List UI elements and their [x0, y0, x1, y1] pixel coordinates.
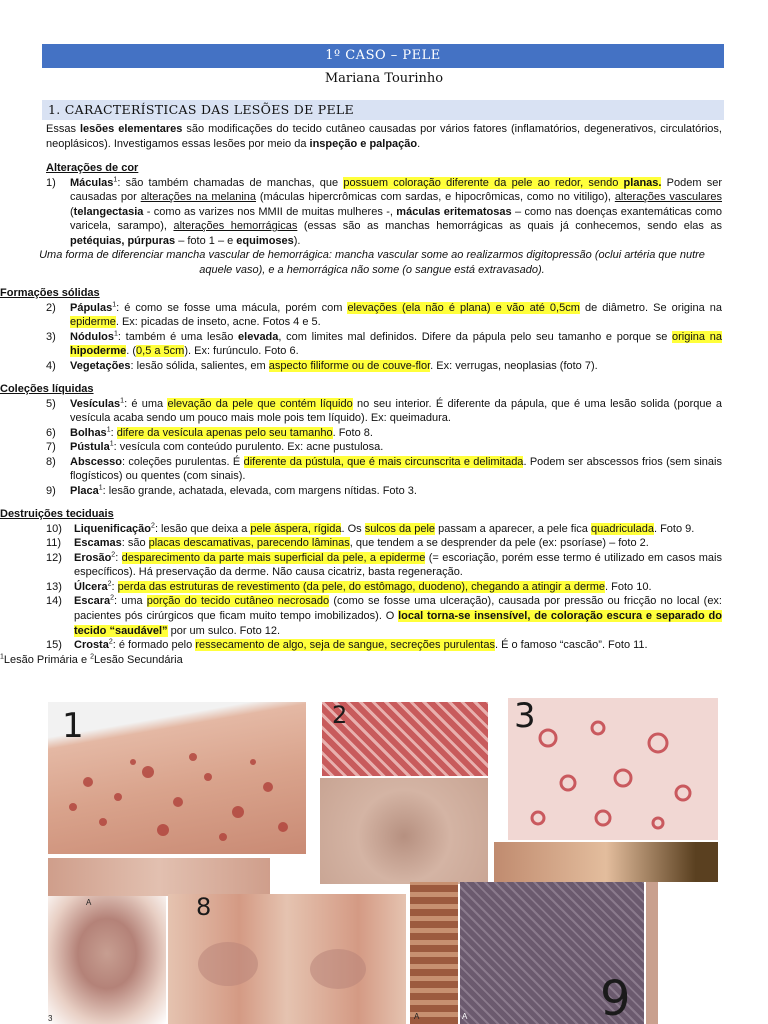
photo-label-a: A: [462, 1012, 468, 1021]
photo-7-vegetation-leg: [48, 858, 270, 896]
lesion-spots-graphic: [48, 702, 306, 854]
footnote: $^1$Lesão Primária e $^2$Lesão Secundária: [0, 652, 183, 666]
photo-skin-edge: [646, 882, 658, 1024]
section-heading: 1. CARACTERÍSTICAS DAS LESÕES DE PELE: [42, 100, 724, 120]
author-name: Mariana Tourinho: [324, 71, 444, 86]
list-item: 11) Escamas: são placas descamativas, parecendo lâminas, que tendem a se desprender da pele (ex: psoríase) – foto 2.: [46, 537, 649, 550]
photo-number-9: 9: [600, 971, 631, 1024]
heading-destruicoes-teciduais: Destruições teciduais: [0, 508, 114, 521]
photo-label-3: 3: [48, 1014, 53, 1023]
list-item: 10) Liquenificação$^2$: lesão que deixa a pele áspera, rígida. Os sulcos da pele passam a aparecer, a pele fica quadriculada. Foto 9.: [46, 522, 695, 535]
photo-1-petechiae-arm: [48, 702, 306, 854]
photo-label-a: A: [414, 1012, 420, 1021]
photo-3-plaques: [508, 698, 718, 840]
document-body: [0, 122, 768, 667]
photo-nodule-scalp: [320, 778, 488, 884]
photo-vegetation-knee: [48, 896, 166, 1024]
photo-4-papules: [494, 842, 718, 882]
list-item: 13) Úlcera$^2$: perda das estruturas de revestimento (da pele, do estômago, duodeno), chegando a atingir a derme. Foto 10.: [46, 580, 652, 593]
photo-number-1: 1: [62, 706, 84, 746]
photo-label-a: A: [86, 898, 92, 907]
list-item: 1) Máculas$^1$: são também chamadas de manchas, que possuem coloração diferente da pele ao redor, sendo planas. Podem ser causadas por alterações na melanina (máculas hipercrômicas com sardas, e hipocrômicas, como no vitiligo), alterações vasculares (telangectasia - como as varizes nos MMII de muitas mulheres -, máculas eritematosas – como nas doenças exantemáticas como varicela, sarampo), alterações hemorrágicas (essas são as manchas hemorrágicas as quais já conhecemos, sendo elas as petéquias, púrpuras – foto 1 – e equimoses).: [46, 175, 723, 247]
heading-colecoes-liquidas: Coleções líquidas: [0, 383, 94, 396]
photo-12-eschar: [410, 882, 458, 1024]
photo-9-lichenification: [460, 882, 644, 1024]
photo-2-scales: [322, 702, 488, 776]
list-item: 14) Escara$^2$: uma porção do tecido cutâneo necrosado (como se fosse uma ulceração), causada por pressão ou fricção no local (ex: pacientes pós cirúrgicos que ficam muito tempo imobilizados). O local torna-se insensível, de coloração escura e separado do tecido “saudável” por um sulco. Foto 12.: [46, 594, 722, 637]
list-item: 2) Pápulas$^1$: é como se fosse uma mácula, porém com elevações (ela não é plana) e vão até 0,5cm de diâmetro. Se origina na epiderme. Ex: picadas de inseto, acne. Fotos 4 e 5.: [46, 301, 722, 329]
list-item: 3) Nódulos$^1$: também é uma lesão elevada, com limites mal definidos. Difere da pápula pelo seu tamanho e porque se origina na hipoderme. (0,5 a 5cm). Ex: furúnculo. Foto 6.: [46, 330, 722, 358]
list-item: 7) Pústula$^1$: vesícula com conteúdo purulento. Ex: acne pustulosa.: [46, 440, 384, 454]
list-item: 4) Vegetações: lesão sólida, salientes, em aspecto filiforme ou de couve-flor. Ex: verrugas, neoplasias (foto 7).: [46, 359, 598, 372]
list-item: 12) Erosão$^2$: desparecimento da parte mais superficial da pele, a epiderme (= escoriação, porém esse termo é utilizado em casos mais específicos). Há preservação da derme. Não causa cicatriz, basta regeneração.: [46, 551, 722, 579]
intro-paragraph: Essas lesões elementares são modificações do tecido cutâneo causadas por vários fatores (inflamatórios, degenerativos, circulatórios, neoplásicos). Investigamos essas lesões por meio da inspeção e palpação.: [46, 123, 722, 150]
list-item: 8) Abscesso: coleções purulentas. É diferente da pústula, que é mais circunscrita e delimitada. Podem ser abscessos frios (sem sinais flogísticos) ou quentes (com sinais).: [46, 455, 722, 483]
italic-note: Uma forma de diferenciar mancha vascular de hemorrágica: mancha vascular some ao realizarmos digitopressão (oclui artéria que nutre aquele vaso), e a hemorrágica não some (o sangue está extravasado).: [39, 249, 705, 276]
photo-number-2: 2: [332, 702, 348, 729]
photo-number-8: 8: [196, 894, 212, 921]
list-item: 15) Crosta$^2$: é formado pelo ressecamento de algo, seja de sangue, secreções purulentas. É o famoso “cascão”. Foto 11.: [46, 638, 648, 652]
heading-formacoes-solidas: Formações sólidas: [0, 287, 100, 300]
document-title: 1º CASO – PELE: [42, 44, 724, 68]
list-item: 6) Bolhas$^1$: difere da vesícula apenas pelo seu tamanho. Foto 8.: [46, 426, 373, 439]
list-item: 5) Vesículas$^1$: é uma elevação da pele que contém líquido no seu interior. É diferente da pápula, que é uma lesão solida (porque a vesícula acaba sendo um pouco mais mole pois tem líquido). Ex: queimadura.: [46, 397, 722, 425]
photo-number-3: 3: [514, 698, 536, 736]
photo-8-bullae-hands: [168, 894, 406, 1024]
list-item: 9) Placa$^1$: lesão grande, achatada, elevada, com margens nítidas. Foto 3.: [46, 484, 417, 497]
plaque-spots-graphic: [508, 698, 718, 840]
heading-alteracoes-cor: Alterações de cor: [46, 162, 139, 175]
